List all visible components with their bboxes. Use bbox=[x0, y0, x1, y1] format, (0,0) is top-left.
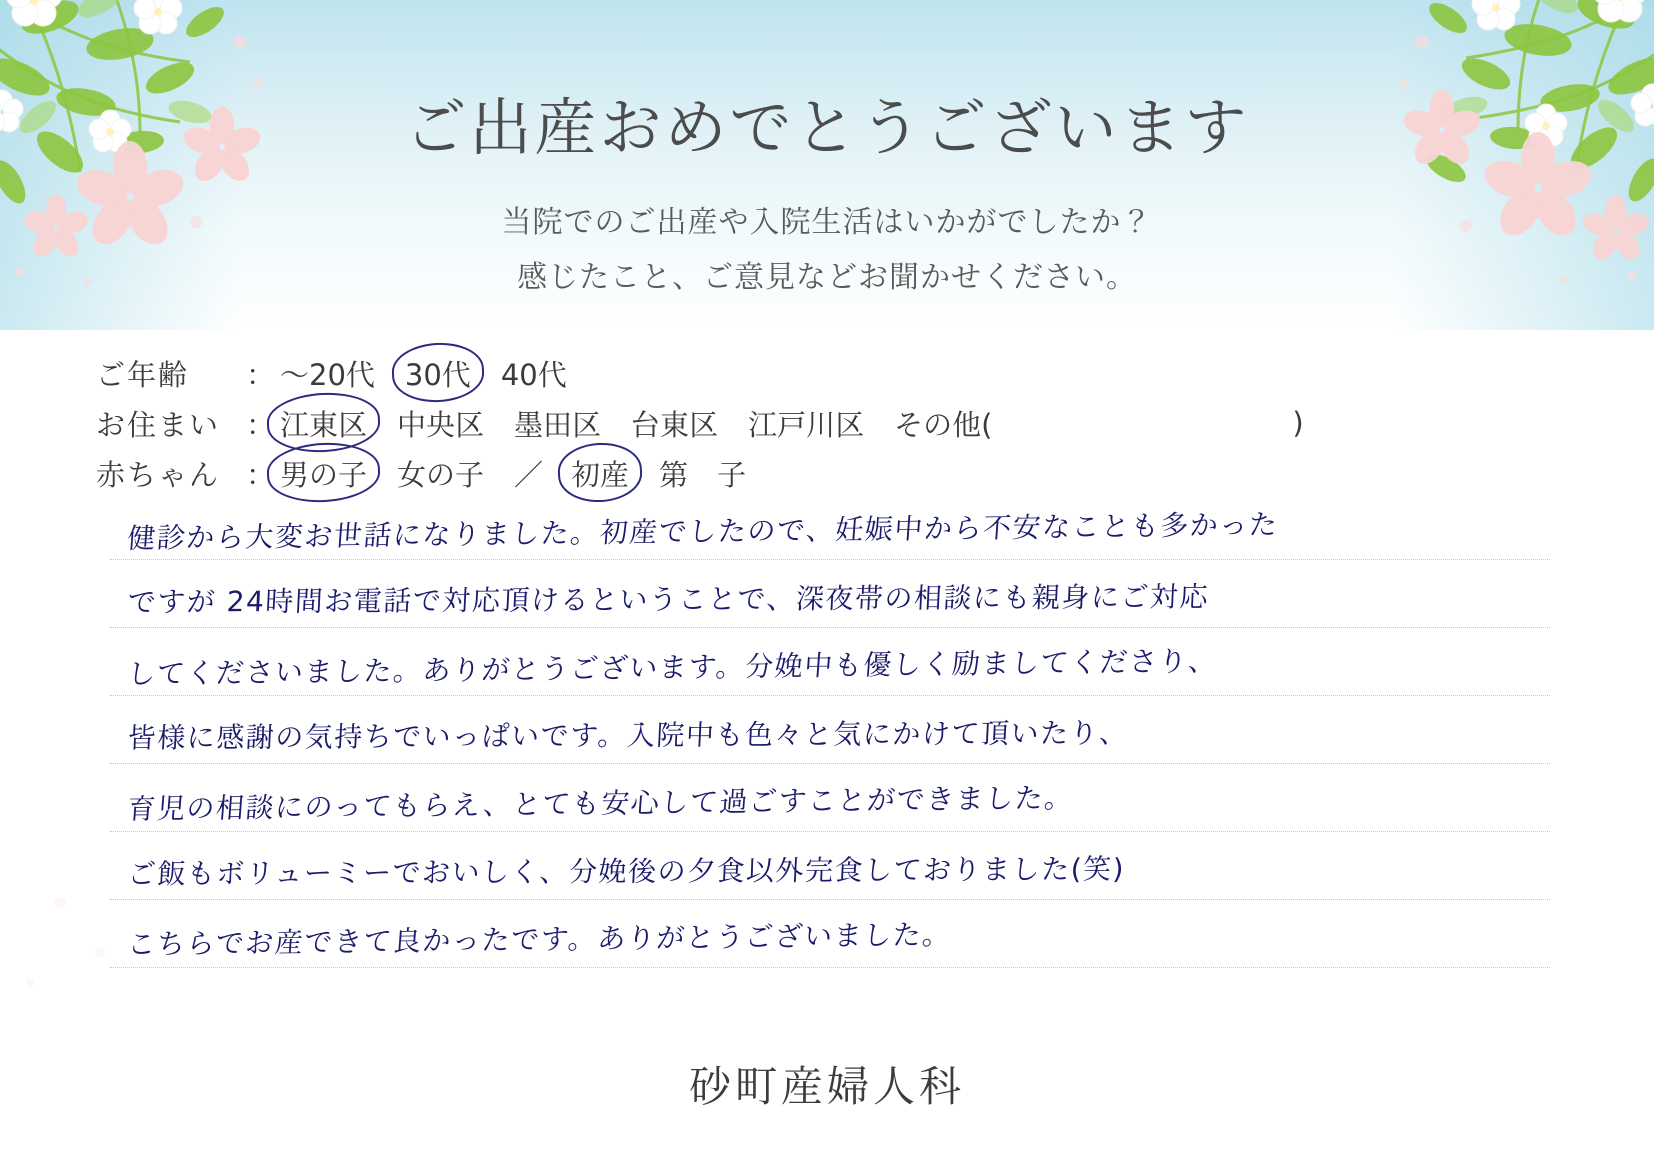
clinic-name: 砂町産婦人科 bbox=[688, 1062, 965, 1111]
comment-rule bbox=[110, 967, 1550, 968]
baby-sex-option-girl[interactable]: 女の子 bbox=[397, 457, 485, 492]
residence-option-chuo[interactable]: 中央区 bbox=[397, 407, 485, 442]
comment-line-text: してくださいました。ありがとうございます。分娩中も優しく励ましてくださり、 bbox=[126, 644, 1219, 691]
residence-colon: ： bbox=[246, 407, 276, 442]
residence-option-other-label[interactable]: その他( bbox=[894, 407, 993, 442]
age-option-40s[interactable]: 40代 bbox=[500, 357, 567, 392]
comment-line bbox=[110, 560, 1550, 628]
comment-line bbox=[110, 832, 1550, 900]
comment-line bbox=[110, 696, 1550, 764]
residence-option-koto-selected[interactable]: 江東区 bbox=[280, 403, 367, 444]
residence-label: お住まい bbox=[96, 407, 221, 442]
residence-option-edogawa[interactable]: 江戸川区 bbox=[748, 407, 865, 442]
comment-line-text: ですが 24時間お電話で対応頂けるということで、深夜帯の相談にも親身にご対応 bbox=[127, 580, 1210, 619]
baby-label: 赤ちゃん bbox=[96, 457, 221, 492]
baby-birth-option-first-selected[interactable]: 初産 bbox=[571, 453, 629, 494]
comment-line bbox=[110, 900, 1550, 968]
baby-separator: ／ bbox=[514, 457, 544, 492]
age-option-30s-selected[interactable]: 30代 bbox=[405, 353, 471, 394]
residence-option-sumida[interactable]: 墨田区 bbox=[514, 407, 602, 442]
subtitle-line-1: 当院でのご出産や入院生活はいかがでしたか？ bbox=[501, 205, 1153, 240]
respondent-form bbox=[96, 348, 1556, 498]
comment-line bbox=[110, 628, 1550, 696]
form-row-baby bbox=[96, 448, 1556, 498]
comment-line-text: 育児の相談にのってもらえ、とても安心して過ごすことができました。 bbox=[126, 781, 1076, 826]
form-row-age bbox=[96, 348, 1556, 398]
baby-birth-option-nth[interactable]: 第 子 bbox=[659, 457, 747, 492]
residence-option-taito[interactable]: 台東区 bbox=[631, 407, 719, 442]
comment-line bbox=[110, 492, 1550, 560]
handwritten-comment-area bbox=[110, 492, 1550, 968]
subtitle-line-2: 感じたこと、ご意見などお聞かせください。 bbox=[517, 260, 1137, 295]
comment-line-text: ご飯もボリューミーでおいしく、分娩後の夕食以外完食しておりました(笑) bbox=[127, 852, 1126, 891]
age-colon: ： bbox=[246, 357, 276, 392]
comment-line-text: 健診から大変お世話になりました。初産でしたので、妊娠中から不安なことも多かった bbox=[126, 507, 1280, 556]
age-option-under20[interactable]: ～20代 bbox=[280, 357, 375, 392]
page-title: ご出産おめでとうございます bbox=[404, 91, 1250, 164]
comment-line bbox=[110, 764, 1550, 832]
age-label: ご年齢 bbox=[96, 357, 190, 392]
form-row-residence bbox=[96, 398, 1556, 448]
comment-line-text: こちらでお産できて良かったです。ありがとうございました。 bbox=[126, 917, 954, 962]
comment-line-text: 皆様に感謝の気持ちでいっぱいです。入院中も色々と気にかけて頂いたり、 bbox=[127, 716, 1130, 755]
residence-option-other-close: ) bbox=[1292, 406, 1304, 440]
baby-colon: ： bbox=[246, 457, 276, 492]
baby-sex-option-boy-selected[interactable]: 男の子 bbox=[280, 453, 367, 494]
